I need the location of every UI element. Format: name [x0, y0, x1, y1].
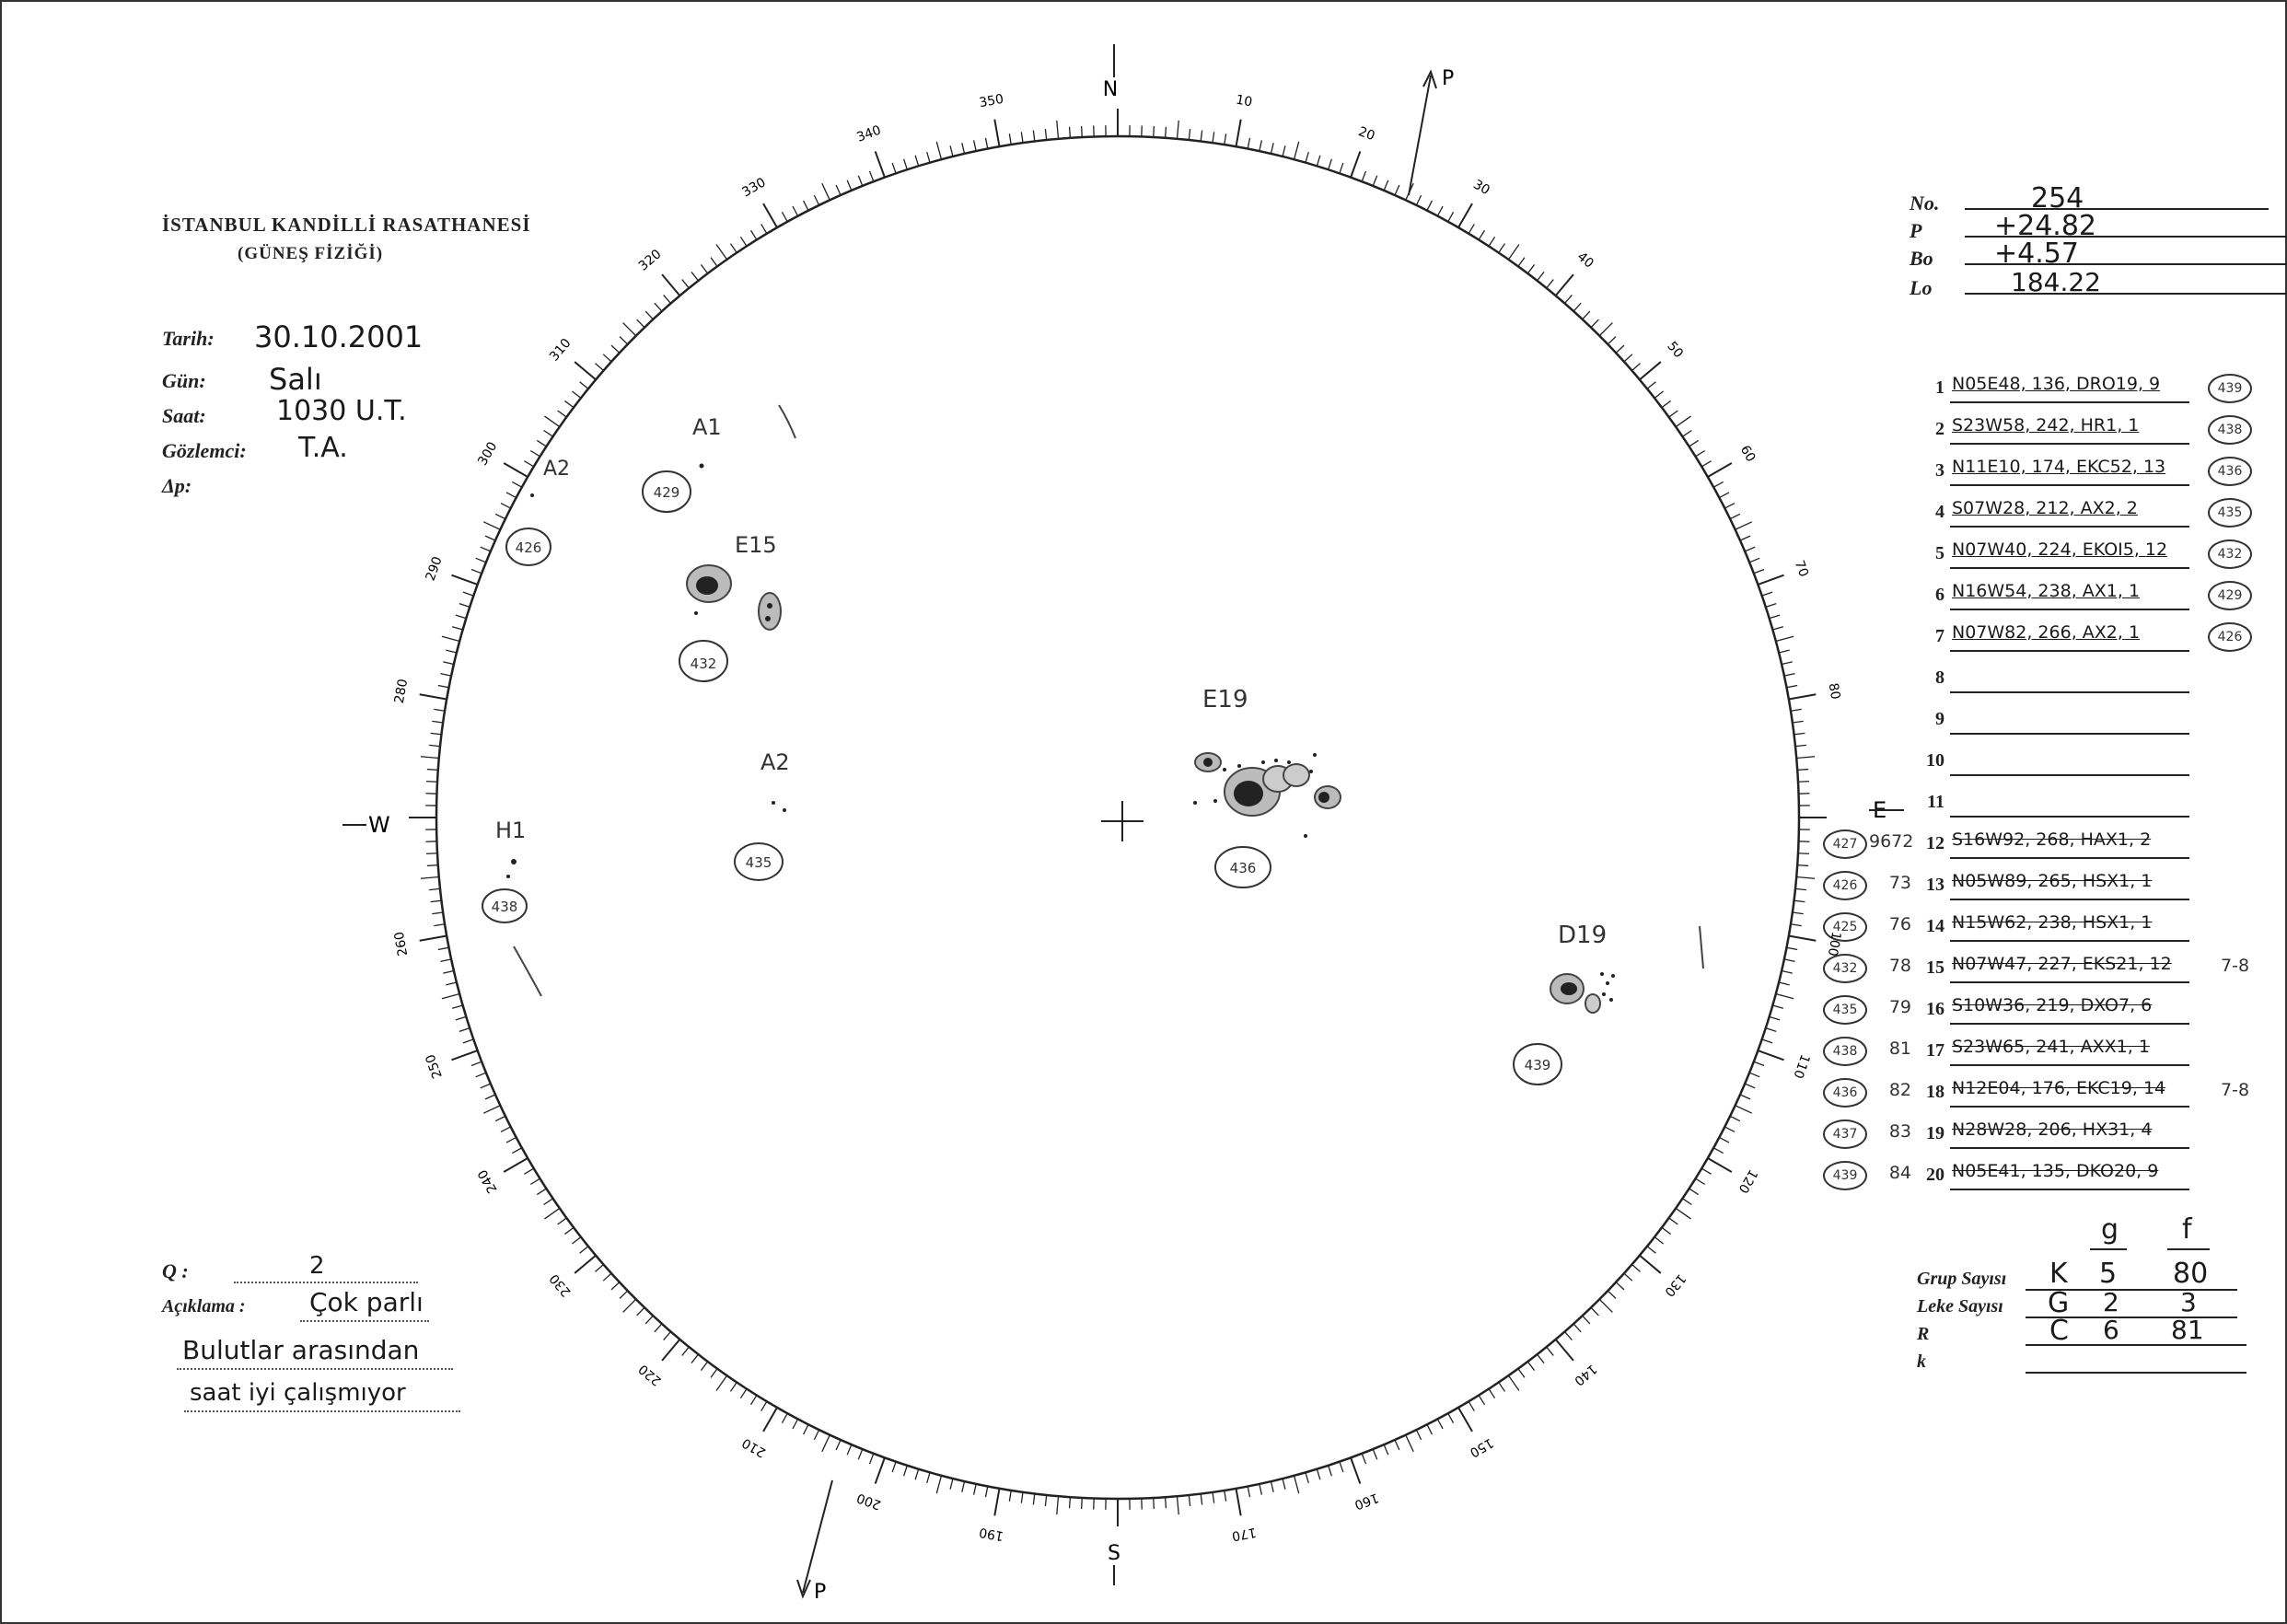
scale-label: 190 [978, 1524, 1005, 1544]
scale-label: 20 [1356, 124, 1377, 145]
scale-label: 350 [978, 91, 1005, 111]
scale-label: 70 [1791, 558, 1811, 579]
scale-label: 130 [1661, 1270, 1689, 1300]
group-entry: N15W62, 238, HSX1, 1 [1952, 912, 2153, 933]
institution-name: İSTANBUL KANDİLLİ RASATHANESİ [162, 214, 531, 236]
spot-group-label: A2 [760, 749, 790, 775]
scale-label: 260 [391, 930, 412, 957]
spot-group-label: A2 [543, 458, 571, 481]
group-entry: S23W58, 242, HR1, 1 [1952, 415, 2140, 435]
scale-label: 120 [1735, 1166, 1760, 1196]
group-badge: 432 [2208, 539, 2252, 569]
group-badge: 427 [1823, 829, 1867, 859]
scale-label: 310 [547, 335, 575, 365]
sunspot-group [643, 414, 722, 512]
group-prefix: 83 [1888, 1121, 1911, 1142]
group-entry: N05E48, 136, DRO19, 9 [1952, 374, 2161, 394]
group-number: 8 [1935, 667, 1945, 688]
delta-p-label: Δp: [162, 474, 192, 497]
group-number: 16 [1926, 999, 1945, 1019]
date-label: Tarih: [162, 327, 215, 350]
scale-label: 220 [635, 1361, 665, 1388]
time-label: Saat: [162, 404, 206, 427]
south-label: S [1108, 1542, 1120, 1565]
spot-badge: 426 [515, 539, 542, 556]
group-entry: N07W40, 224, EKOI5, 12 [1952, 539, 2168, 560]
count-row-g: 6 [2103, 1315, 2119, 1345]
group-prefix: 9672 [1869, 831, 1914, 852]
group-number: 1 [1935, 377, 1945, 398]
group-number: 4 [1935, 502, 1945, 522]
scale-label: 320 [635, 247, 665, 274]
group-number: 20 [1926, 1165, 1945, 1185]
spot-group-label: E15 [735, 532, 777, 558]
group-prefix: 81 [1888, 1038, 1911, 1059]
axis-label-bottom: P [814, 1581, 827, 1604]
scale-label: 230 [547, 1270, 575, 1300]
axis-label-top: P [1442, 67, 1455, 90]
time-value: 1030 U.T. [276, 395, 407, 427]
group-badge: 439 [2208, 374, 2252, 403]
scale-label: 100 [1824, 930, 1844, 957]
group-entry: S23W65, 241, AXX1, 1 [1952, 1037, 2150, 1057]
spot-badge: 432 [690, 655, 717, 672]
scale-label: 50 [1664, 339, 1687, 362]
param-p-label: P [1910, 219, 1922, 242]
scale-label: 240 [475, 1166, 501, 1196]
group-entry: N05W89, 265, HSX1, 1 [1952, 871, 2153, 891]
institution-department: (GÜNEŞ FİZİĞİ) [238, 244, 384, 263]
param-bo-label: Bo [1910, 247, 1933, 270]
spot-badge: 436 [1229, 860, 1257, 876]
spot-badge: 438 [491, 899, 518, 915]
param-no-value: 254 [2031, 182, 2084, 215]
sunspot-group [482, 818, 527, 922]
counts-header-g: g [2101, 1213, 2119, 1246]
group-entry: S07W28, 212, AX2, 2 [1952, 498, 2138, 518]
param-lo-label: Lo [1910, 276, 1933, 299]
group-number: 13 [1926, 875, 1945, 895]
group-prefix: 79 [1888, 997, 1911, 1017]
group-prefix: 76 [1888, 914, 1911, 934]
group-badge: 425 [1823, 912, 1867, 942]
counts-header-f: f [2182, 1213, 2192, 1246]
remarks-line: Çok parlı [309, 1287, 424, 1317]
group-badge: 435 [1823, 995, 1867, 1025]
day-value: Salı [269, 362, 322, 397]
group-entry: N07W47, 227, EKS21, 12 [1952, 954, 2172, 974]
spot-badge: 435 [745, 854, 772, 871]
sunspot-group [1514, 922, 1615, 1085]
scale-label: 250 [423, 1051, 446, 1081]
spot-badge: 429 [653, 484, 680, 501]
scale-label: 210 [739, 1434, 769, 1460]
q-label: Q : [162, 1259, 189, 1282]
scale-label: 170 [1230, 1524, 1258, 1544]
sunspot-group [1193, 686, 1341, 887]
group-entry: S10W36, 219, DXO7, 6 [1952, 995, 2153, 1015]
group-number: 6 [1935, 585, 1945, 605]
spot-group-label: E19 [1202, 686, 1248, 713]
sunspot-group [735, 749, 790, 880]
scale-label: 150 [1467, 1434, 1496, 1460]
count-row-f: 80 [2173, 1258, 2209, 1290]
group-entry: N07W82, 266, AX2, 1 [1952, 622, 2141, 643]
spot-group-label: A1 [692, 414, 722, 440]
group-entry: N05E41, 135, DKO20, 9 [1952, 1161, 2159, 1181]
q-value: 2 [309, 1252, 325, 1280]
group-badge: 437 [1823, 1119, 1867, 1149]
solar-limb [436, 136, 1799, 1499]
scale-label: 280 [391, 678, 412, 705]
group-prefix: 73 [1888, 873, 1911, 893]
scale-label: 290 [423, 554, 446, 584]
param-bo-value: +4.57 [1994, 238, 2079, 270]
param-lo-value: 184.22 [2011, 267, 2101, 297]
scale-label: 140 [1571, 1361, 1600, 1388]
remarks-line: saat iyi çalışmıyor [190, 1379, 406, 1407]
group-badge: 426 [1823, 871, 1867, 900]
group-prefix: 84 [1888, 1163, 1911, 1183]
scale-label: 330 [739, 175, 769, 201]
north-label: N [1102, 78, 1119, 101]
group-number: 18 [1926, 1082, 1945, 1102]
date-value: 30.10.2001 [254, 319, 424, 354]
group-suffix: 7-8 [2221, 956, 2250, 976]
observer-value: T.A. [298, 432, 348, 464]
param-p-value: +24.82 [1994, 210, 2097, 242]
param-no-label: No. [1910, 191, 1940, 215]
group-badge: 438 [2208, 415, 2252, 445]
scale-label: 60 [1736, 443, 1759, 465]
group-suffix: 7-8 [2221, 1080, 2250, 1100]
group-badge: 435 [2208, 498, 2252, 528]
sunspot-group [679, 532, 781, 681]
observer-label: Gözlemci: [162, 439, 247, 462]
sunspot-group [506, 458, 570, 565]
west-label: W [368, 812, 390, 838]
spot-group-label: D19 [1558, 922, 1608, 949]
group-number: 17 [1926, 1040, 1945, 1061]
group-badge: 429 [2208, 581, 2252, 610]
scale-label: 40 [1573, 249, 1596, 272]
remarks-label: Açıklama : [162, 1296, 246, 1317]
scale-label: 340 [854, 122, 884, 145]
group-number: 10 [1926, 750, 1945, 771]
scale-label: 160 [1352, 1490, 1381, 1513]
scale-label: 200 [854, 1490, 884, 1513]
group-number: 7 [1935, 626, 1945, 646]
group-number: 15 [1926, 957, 1945, 978]
day-label: Gün: [162, 369, 206, 392]
group-number: 2 [1935, 419, 1945, 439]
degree-scale [392, 92, 1843, 1543]
group-number: 9 [1935, 709, 1945, 729]
remarks-line: Bulutlar arasından [182, 1335, 420, 1365]
group-number: 11 [1927, 792, 1945, 812]
count-row-f: 81 [2171, 1315, 2204, 1345]
scale-label: 300 [475, 439, 501, 469]
group-badge: 438 [1823, 1037, 1867, 1066]
group-entry: N12E04, 176, EKC19, 14 [1952, 1078, 2166, 1098]
count-row-label: Grup Sayısı [1917, 1269, 2007, 1289]
spot-badge: 439 [1524, 1057, 1551, 1073]
count-row-letter: C [2049, 1315, 2069, 1347]
group-entry: N16W54, 238, AX1, 1 [1952, 581, 2141, 601]
count-row-letter: G [2048, 1287, 2070, 1319]
group-number: 12 [1926, 833, 1945, 853]
group-number: 14 [1926, 916, 1945, 936]
group-number: 5 [1935, 543, 1945, 563]
spot-group-label: H1 [495, 818, 527, 843]
count-row-letter: K [2049, 1258, 2068, 1290]
scale-label: 110 [1790, 1051, 1813, 1081]
count-row-g: 2 [2103, 1287, 2119, 1317]
group-number: 3 [1935, 460, 1945, 481]
group-badge: 439 [1823, 1161, 1867, 1190]
count-row-label: Leke Sayısı [1917, 1296, 2003, 1317]
scale-label: 30 [1470, 177, 1492, 199]
count-row-label: R [1917, 1324, 1930, 1344]
group-badge: 426 [2208, 622, 2252, 652]
group-prefix: 78 [1888, 956, 1911, 976]
scale-label: 80 [1825, 681, 1843, 701]
group-entry: N11E10, 174, EKC52, 13 [1952, 457, 2166, 477]
group-entry: N28W28, 206, HX31, 4 [1952, 1119, 2153, 1140]
group-entry: S16W92, 268, HAX1, 2 [1952, 829, 2152, 850]
count-row-g: 5 [2099, 1258, 2118, 1290]
group-number: 19 [1926, 1123, 1945, 1143]
group-badge: 436 [2208, 457, 2252, 486]
count-row-f: 3 [2180, 1287, 2197, 1317]
scale-label: 10 [1235, 92, 1254, 110]
group-prefix: 82 [1888, 1080, 1911, 1100]
group-badge: 432 [1823, 954, 1867, 983]
east-label: E [1873, 797, 1887, 823]
count-row-label: k [1917, 1351, 1926, 1372]
group-badge: 436 [1823, 1078, 1867, 1108]
